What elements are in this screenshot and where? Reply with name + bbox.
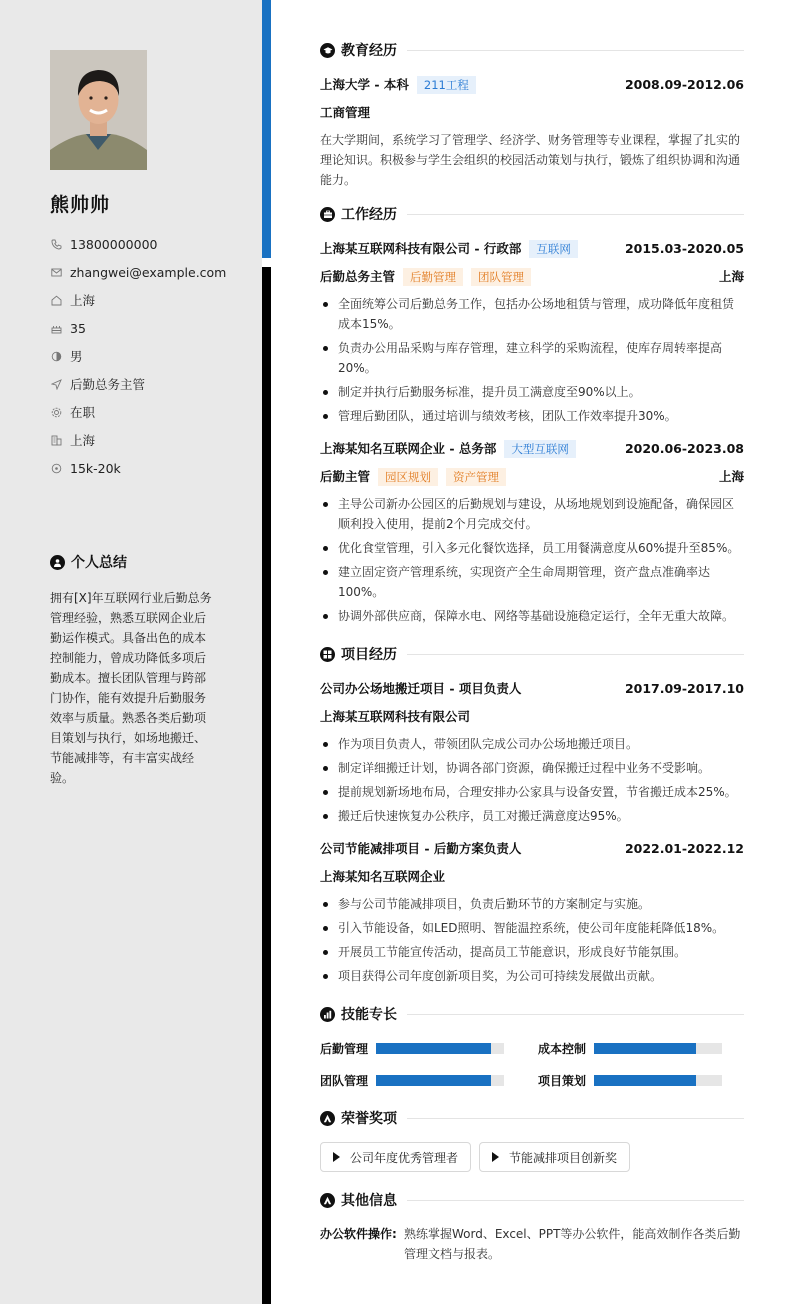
- work-skill-tag: 团队管理: [471, 268, 531, 286]
- project-item: [320, 678, 744, 826]
- list-item: 主导公司新办公园区的后勤规划与建设，从场地规划到设施配备，确保园区顺利投入使用，提前2个月完成交付。: [320, 494, 744, 534]
- info-row-salary: [50, 454, 226, 482]
- section-divider: [407, 1014, 744, 1015]
- summary-text: 拥有[X]年互联网行业后勤总务管理经验，熟悉互联网企业后勤运作模式。具备出色的成本控制能力，曾成功降低多项后勤成本。擅长团队管理与跨部门协作，能有效提升后勤服务效率与质量。熟悉各类后勤项目策划与执行，如场地搬迁、节能减排等，有丰富实战经验。: [50, 591, 212, 785]
- project-bullets: [320, 894, 744, 986]
- work-role-line: [320, 267, 531, 286]
- project-org: 上海某知名互联网企业: [320, 869, 446, 884]
- project-org-row: [320, 866, 744, 886]
- education-title: 教育经历: [341, 43, 397, 59]
- work-date: 2020.06-2023.08: [624, 440, 744, 456]
- salary-icon: [50, 462, 62, 474]
- info-text-status: 在职: [70, 405, 96, 420]
- section-divider: [407, 1118, 744, 1119]
- info-text-location: 上海: [70, 293, 96, 308]
- award-chip: [479, 1142, 630, 1172]
- project-date: 2022.01-2022.12: [624, 840, 744, 856]
- education-major-row: [320, 102, 744, 122]
- info-text-salary: 15k-20k: [70, 460, 121, 476]
- section-divider: [407, 50, 744, 51]
- education-heading: [320, 38, 744, 62]
- education-row: [320, 74, 744, 94]
- work-company-line: [320, 239, 578, 258]
- skill-bar-fill: [376, 1043, 491, 1054]
- awards-heading: [320, 1106, 744, 1130]
- list-item: 参与公司节能减排项目，负责后勤环节的方案制定与实施。: [320, 894, 744, 914]
- user-icon: [50, 555, 65, 570]
- skill-item: [538, 1038, 744, 1058]
- work-company: 上海某知名互联网企业 - 总务部: [320, 440, 497, 456]
- info-row-age: [50, 314, 226, 342]
- work-industry-tag: 互联网: [529, 240, 578, 258]
- list-item: 优化食堂管理，引入多元化餐饮选择，员工用餐满意度从60%提升至85%。: [320, 538, 744, 558]
- award-label: 公司年度优秀管理者: [350, 1150, 459, 1165]
- work-item: [320, 238, 744, 426]
- info-row-city: [50, 426, 226, 454]
- list-item: 搬迁后快速恢复办公秩序，员工对搬迁满意度达95%。: [320, 806, 744, 826]
- list-item: 协调外部供应商，保障水电、网络等基础设施稳定运行，全年无重大故障。: [320, 606, 744, 626]
- education-school: 上海大学 - 本科: [320, 76, 409, 92]
- mail-icon: [50, 266, 62, 278]
- work-bullets: [320, 294, 744, 426]
- summary-title: 个人总结: [71, 555, 127, 571]
- info-row-location: [50, 286, 226, 314]
- work-company-line: [320, 439, 576, 458]
- home-icon: [50, 294, 62, 306]
- info-text-position: 后勤总务主管: [70, 377, 146, 392]
- work-city: 上海: [718, 469, 744, 484]
- projects-heading: [320, 642, 744, 666]
- education-major: 工商管理: [320, 105, 371, 120]
- briefcase-icon: [320, 207, 335, 222]
- skills-title: 技能专长: [341, 1007, 397, 1023]
- work-industry-tag: 大型互联网: [504, 440, 576, 458]
- list-item: 提前规划新场地布局，合理安排办公家具与设备安置，节省搬迁成本25%。: [320, 782, 744, 802]
- projects-title: 项目经历: [341, 647, 397, 663]
- skill-item: [538, 1070, 744, 1090]
- info-text-gender: 男: [70, 349, 83, 364]
- skill-bar: [594, 1043, 722, 1054]
- other-heading: [320, 1188, 744, 1212]
- play-icon: [492, 1152, 499, 1162]
- skill-bar-fill: [594, 1075, 696, 1086]
- other-title: 其他信息: [341, 1193, 397, 1209]
- work-company-row: [320, 238, 744, 258]
- age-icon: [50, 322, 62, 334]
- work-role-row: [320, 266, 744, 286]
- education-date: 2008.09-2012.06: [624, 76, 744, 92]
- section-divider: [407, 1200, 744, 1201]
- education-tag: 211工程: [417, 76, 476, 94]
- work-title: 工作经历: [341, 207, 397, 223]
- work-role: 后勤总务主管: [320, 268, 396, 284]
- award-icon: [320, 1193, 335, 1208]
- section-divider: [407, 654, 744, 655]
- info-text-email: zhangwei@example.com: [70, 264, 227, 280]
- profile-name: 熊帅帅: [50, 194, 111, 216]
- skill-bar: [376, 1075, 504, 1086]
- project-name: 公司节能减排项目 - 后勤方案负责人: [320, 841, 522, 856]
- work-heading: [320, 202, 744, 226]
- list-item: 管理后勤团队，通过培训与绩效考核，团队工作效率提升30%。: [320, 406, 744, 426]
- skill-bar-fill: [594, 1043, 696, 1054]
- skill-item: [320, 1038, 538, 1058]
- skill-label: 项目策划: [538, 1073, 587, 1088]
- main-content: [320, 38, 744, 1264]
- other-row: [320, 1224, 744, 1264]
- building-icon: [50, 434, 62, 446]
- skill-label: 团队管理: [320, 1073, 369, 1088]
- list-item: 引入节能设备，如LED照明、智能温控系统，使公司年度能耗降低18%。: [320, 918, 744, 938]
- list-item: 开展员工节能宣传活动，提高员工节能意识，形成良好节能氛围。: [320, 942, 744, 962]
- work-role-row: [320, 466, 744, 486]
- accent-strip-black: [262, 267, 271, 1304]
- work-city: 上海: [718, 269, 744, 284]
- list-item: 建立固定资产管理系统，实现资产全生命周期管理，资产盘点准确率达100%。: [320, 562, 744, 602]
- project-name-row: [320, 838, 744, 858]
- section-divider: [407, 214, 744, 215]
- gender-icon: [50, 350, 62, 362]
- project-name-row: [320, 678, 744, 698]
- award-icon: [320, 1111, 335, 1126]
- other-value: 熟练掌握Word、Excel、PPT等办公软件，能高效制作各类后勤管理文档与报表。: [404, 1227, 741, 1261]
- send-icon: [50, 378, 62, 390]
- list-item: 作为项目负责人，带领团队完成公司办公场地搬迁项目。: [320, 734, 744, 754]
- list-item: 项目获得公司年度创新项目奖，为公司可持续发展做出贡献。: [320, 966, 744, 986]
- info-row-status: [50, 398, 226, 426]
- phone-icon: [50, 238, 62, 250]
- other-key: 办公软件操作:: [320, 1227, 397, 1241]
- project-name: 公司办公场地搬迁项目 - 项目负责人: [320, 681, 522, 696]
- grid-icon: [320, 647, 335, 662]
- work-skill-tag: 园区规划: [378, 468, 438, 486]
- work-role: 后勤主管: [320, 468, 371, 484]
- work-bullets: [320, 494, 744, 626]
- info-text-city: 上海: [70, 433, 96, 448]
- education-school-line: [320, 75, 476, 94]
- work-company: 上海某互联网科技有限公司 - 行政部: [320, 240, 522, 256]
- bar-chart-icon: [320, 1007, 335, 1022]
- info-text-phone: 13800000000: [70, 236, 158, 252]
- work-skill-tag: 后勤管理: [403, 268, 463, 286]
- status-icon: [50, 406, 62, 418]
- work-item: [320, 438, 744, 626]
- list-item: 全面统筹公司后勤总务工作，包括办公场地租赁与管理，成功降低年度租赁成本15%。: [320, 294, 744, 334]
- accent-strip-blue: [262, 0, 271, 258]
- list-item: 制定详细搬迁计划，协调各部门资源，确保搬迁过程中业务不受影响。: [320, 758, 744, 778]
- info-row-email: [50, 258, 226, 286]
- profile-photo: [50, 50, 147, 170]
- skill-bar: [376, 1043, 504, 1054]
- skill-bar: [594, 1075, 722, 1086]
- work-role-line: [320, 467, 506, 486]
- skills-grid: [320, 1038, 744, 1090]
- skill-item: [320, 1070, 538, 1090]
- project-item: [320, 838, 744, 986]
- info-row-gender: [50, 342, 226, 370]
- award-chip: [320, 1142, 471, 1172]
- work-skill-tag: 资产管理: [446, 468, 506, 486]
- skill-bar-fill: [376, 1075, 491, 1086]
- list-item: 负责办公用品采购与库存管理，建立科学的采购流程，使库存周转率提高20%。: [320, 338, 744, 378]
- award-label: 节能减排项目创新奖: [509, 1150, 618, 1165]
- play-icon: [333, 1152, 340, 1162]
- skills-heading: [320, 1002, 744, 1026]
- graduation-cap-icon: [320, 43, 335, 58]
- skill-label: 后勤管理: [320, 1041, 369, 1056]
- awards-list: [320, 1142, 744, 1172]
- info-row-position: [50, 370, 226, 398]
- contact-info-list: [50, 230, 226, 482]
- work-company-row: [320, 438, 744, 458]
- project-bullets: [320, 734, 744, 826]
- project-org: 上海某互联网科技有限公司: [320, 709, 471, 724]
- summary-heading: [50, 552, 127, 572]
- info-row-phone: [50, 230, 226, 258]
- project-date: 2017.09-2017.10: [624, 680, 744, 696]
- project-org-row: [320, 706, 744, 726]
- education-desc: 在大学期间，系统学习了管理学、经济学、财务管理等专业课程，掌握了扎实的理论知识。积极参与学生会组织的校园活动策划与执行，锻炼了组织协调和沟通能力。: [320, 133, 741, 187]
- list-item: 制定并执行后勤服务标准，提升员工满意度至90%以上。: [320, 382, 744, 402]
- skill-label: 成本控制: [538, 1041, 587, 1056]
- info-text-age: 35: [70, 320, 86, 336]
- awards-title: 荣誉奖项: [341, 1111, 397, 1127]
- work-date: 2015.03-2020.05: [624, 240, 744, 256]
